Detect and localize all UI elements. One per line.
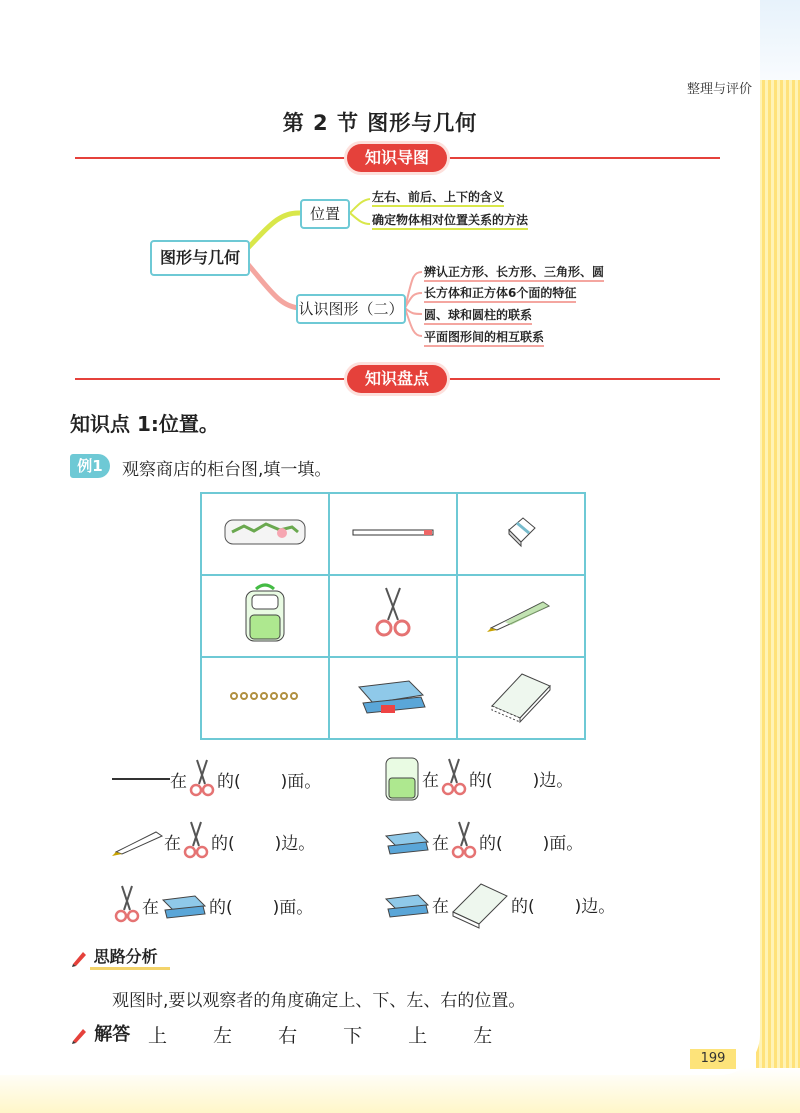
mindmap-leaf: 长方体和正方体6个面的特征 [424,284,576,303]
answer-values: 上 左 右 下 上 左 [148,1025,513,1047]
grid-cell [201,657,329,739]
question-text: )边。 [574,896,616,917]
question-text: )面。 [280,771,322,792]
question-1 [112,758,321,800]
chain-icon [220,686,310,706]
heading-underline [90,967,170,970]
question-text: 在 [142,897,159,918]
question-6 [382,878,615,930]
question-text: 在 [164,833,181,854]
mindmap-leaf: 左右、前后、上下的含义 [372,188,504,207]
ruler-icon [348,522,438,542]
question-text: 在 [170,771,187,792]
banner-knowledge-review: 知识盘点 [347,365,447,393]
analysis-heading [70,944,158,967]
eraser-icon [501,512,541,552]
pen-icon [483,594,559,634]
backpack-icon [238,581,292,647]
question-5 [112,884,313,926]
grid-cell [329,575,457,657]
question-text: )面。 [272,897,314,918]
grid-cell [457,657,585,739]
grid-cell [201,493,329,575]
answer-title: 解答 [94,1024,131,1045]
stapler-icon [382,889,432,919]
pencil-case-icon [220,512,310,552]
counter-grid [200,492,586,740]
example-badge: 例1 [70,454,110,478]
grid-cell [201,575,329,657]
analysis-text: 观图时,要以观察者的角度确定上、下、左、右的位置。 [112,991,526,1011]
scissors-icon [368,584,418,644]
ruler-icon [112,774,170,784]
question-text: )边。 [274,833,316,854]
question-text: 在 [432,896,449,917]
answer-heading [70,1020,130,1046]
question-text: 的( [209,897,233,918]
example-text: 观察商店的柜台图,填一填。 [122,460,332,480]
mindmap-leaf: 辨认正方形、长方形、三角形、圆 [424,263,604,282]
grid-cell [329,657,457,739]
section-title: 第 2 节 图形与几何 [282,111,478,135]
pencil-icon [70,1026,88,1044]
question-text: 的( [479,833,503,854]
knowledge-point-title: 知识点 1:位置。 [70,412,219,436]
mindmap-leaf: 确定物体相对位置关系的方法 [372,211,528,230]
question-3 [112,820,315,862]
question-text: 的( [217,771,241,792]
scissors-icon [449,820,479,862]
pencil-icon [70,949,88,967]
question-text: 的( [211,833,235,854]
grid-cell [457,493,585,575]
header-tag: 整理与评价 [686,82,752,97]
mindmap-node-shapes: 认识图形（二） [296,294,406,324]
page-number: 199 [690,1049,736,1069]
stapler-icon [353,673,433,719]
scissors-icon [181,820,211,862]
scissors-icon [439,757,469,799]
scissors-icon [187,758,217,800]
grid-cell [457,575,585,657]
scissors-icon [112,884,142,926]
analysis-title: 思路分析 [93,947,158,966]
backpack-icon [382,752,422,804]
question-2 [382,752,573,804]
question-4 [382,820,583,862]
mindmap-leaf: 圆、球和圆柱的联系 [424,306,532,325]
mindmap-leaf: 平面图形间的相互联系 [424,328,544,347]
grid-cell [329,493,457,575]
stapler-icon [159,890,209,920]
question-text: )边。 [532,770,574,791]
stapler-icon [382,826,432,856]
mindmap-node-position: 位置 [300,199,350,229]
question-text: 在 [432,833,449,854]
question-text: 的( [511,896,535,917]
pen-icon [112,826,164,856]
question-text: )面。 [542,833,584,854]
banner-knowledge-map: 知识导图 [347,144,447,172]
notebook-icon [449,878,511,930]
question-text: 在 [422,770,439,791]
question-text: 的( [469,770,493,791]
notebook-icon [486,666,556,726]
mindmap-root: 图形与几何 [150,240,250,276]
